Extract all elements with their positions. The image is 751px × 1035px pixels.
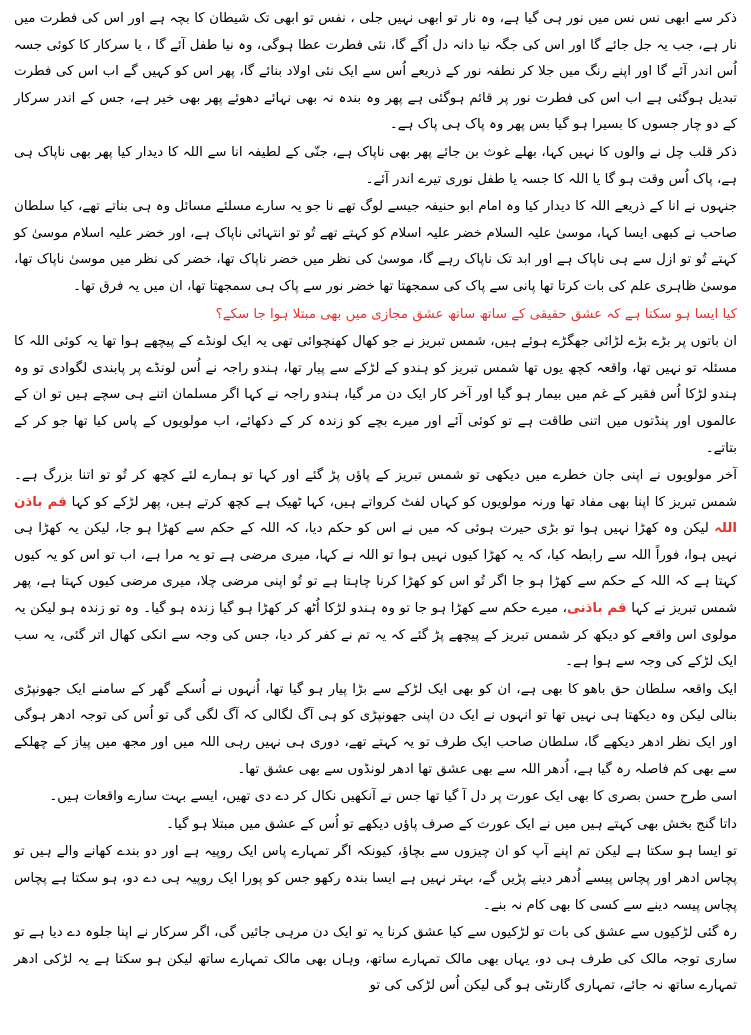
- paragraph: رہ گئی لڑکیوں سے عشق کی بات تو لڑکیوں سے کیا عشق کرنا یہ تو ایک دن مرہی جائیں گی، اگر سرکار نے اپنا جلوہ دے دیا ہے تو ساری توجہ مالک کی طرف ہی دو، یہاں بھی مالک تمہارے ساتھ، وہاں بھی مالک تمہارے ساتھ لیکن ہو سکتا ہے یہ لڑکی ادھر تمہارے ساتھ نہ جائے، تمہاری گارنٹی ہو گی لیکن اُس لڑکی کی تو: [14, 925, 737, 994]
- paragraph-text: آخر مولویوں نے اپنی جان خطرے میں دیکھی تو شمس تبریز کے پاؤں پڑ گئے اور کہا تو ہمارے لئے کچھ کر تُو تو اتنا بزرگ ہے۔ شمس تبریز کا اپنا بھی مفاد تھا ورنہ مولویوں کو کہاں لفٹ کرواتے ہیں، کہا ٹھیک ہے کچھ کرتے ہیں، پھر لڑکے کو کہا: [14, 468, 737, 510]
- paragraph: جنہوں نے انا کے ذریعے اللہ کا دیدار کیا وہ امام ابو حنیفہ جیسے لوگ تھے نا جو یہ سارے مسلئے مسائل وہ ہی بناتے تھے، کیا سلطان صاحب نے کبھی ایسا کہا، موسیٰ علیہ السلام خضر علیہ اسلام کو کہتے تھے تُو تو انتہائی ناپاک ہے، اور خضر علیہ اسلام موسیٰ کو کہتے تُو تو ازل سے ہی ناپاک ہے اور ابد تک ناپاک رہے گا، موسیٰ کی نظر میں خضر ناپاک تھا، خضر کی نظر میں موسیٰ ناپاک تھا، موسیٰ ظاہری علم کی بات کرتا تھا پانی سے پاک کی سمجھتا تھا خضر نور سے پاک ہی سمجھتا تھا، ان میں یہ فرق تھا۔: [14, 199, 737, 294]
- paragraph-text: لیکن وہ کھڑا نہیں ہوا تو بڑی حیرت ہوئی کہ میں نے اس کو حکم دیا، کہ اللہ کے حکم سے کھڑا ہو جا، لیکن یہ کھڑا ہی نہیں ہوا، فوراً اللہ سے رابطہ کیا، کہ یہ کھڑا کیوں نہیں ہوا تو اللہ نے کہا، میری مرضی ہے تو یہ مرا ہے، اب تو اس کو یہ کیوں کہتا ہے کہ اللہ کے حکم سے کھڑا ہو جا اگر تُو اس کو کھڑا کرنا چاہتا ہے تو تُو اپنی مرضی چلا، میری مرضی کیوں کہتا ہے، پھر شمس تبریز نے کہا: [14, 521, 737, 617]
- paragraph-text: ، میرے حکم سے کھڑا ہو جا تو وہ ہندو لڑکا اُٹھ کر کھڑا ہو گیا زندہ ہو گیا۔ وہ تو زندہ ہو لیکن یہ مولوی اس واقعے کو دیکھ کر شمس تبریز کے پیچھے پڑ گئے کہ یہ تم نے کفر کر دیا، جس کی وجہ سے انکی کھال اتر گئی، یہ سب ایک لڑکے کی وجہ سے ہوا ہے۔: [14, 601, 737, 670]
- paragraph: ایک واقعہ سلطان حق باھو کا بھی ہے، ان کو بھی ایک لڑکے سے بڑا پیار ہو گیا تھا، اُنہوں نے اُسکے گھر کے سامنے ایک جھونپڑی بنالی لیکن وہ دیکھتا ہی نہیں تھا تو انہوں نے ایک دن اپنی جھونپڑی کو ہی آگ لگالی کہ آگ لگی گی تو اُس کی توجہ ادھر ہوگی اور ایک نظر ادھر دیکھے گا، سلطان صاحب ایک طرف تو یہ کہتے تھے، دوری ہی نہیں رہی اللہ میں اور مجھ میں پیاز کے چھلکے سے بھی کم فاصلہ رہ گیا ہے، اُدھر اللہ سے بھی عشق تھا ادھر لونڈوں سے بھی عشق تھا۔: [14, 681, 737, 777]
- paragraph: تو ایسا ہو سکتا ہے لیکن تم اپنے آپ کو ان چیزوں سے بچاؤ، کیونکہ اگر تمہارے پاس ایک روپیہ ہے اور دو بندے کھانے والے ہیں تو پچاس ادھر اور پچاس پیسے اُدھر دینے پڑیں گے، بہتر نہیں ہے ایسا بندہ رکھو جس کو پورا ایک روپیہ ہی دے دو، ہو سکتا ہے پچاس پچاس پیسہ دینے سے کسی کا بھی کام نہ بنے۔: [14, 844, 737, 913]
- highlighted-phrase: قم باذنی: [566, 601, 627, 617]
- section-question-heading: کیا ایسا ہو سکتا ہے کہ عشق حقیقی کے ساتھ ساتھ عشق مجازی میں بھی مبتلا ہوا جا سکے؟: [215, 306, 737, 322]
- highlighted-phrase: قم باذن اللہ: [14, 494, 737, 537]
- paragraph: اسی طرح حسن بصری کا بھی ایک عورت پر دل آ گیا تھا جس نے آنکھیں نکال کر دے دی تھیں، ایسے بہت سارے واقعات ہیں۔: [49, 789, 737, 805]
- paragraph: داتا گنج بخش بھی کہتے ہیں میں نے ایک عورت کے صرف پاؤں دیکھے تو اُس کے عشق میں مبتلا ہو گیا۔: [166, 816, 737, 832]
- paragraph: ان باتوں پر بڑے بڑے لڑائی جھگڑے ہوئے ہیں، شمس تبریز نے جو کھال کھنچوائی تھی یہ ایک لونڈے کے پیچھے ہوا تھا یہ کوئی اللہ کا مسئلہ تو نہیں تھا، واقعہ کچھ یوں تھا شمس تبریز کو ہندو کے لڑکے سے پیار تھا، ہندو راجہ نے اُس لونڈے پر پابندی لگوادی تو وہ ہندو لڑکا اُس فقیر کے غم میں بیمار ہو گیا اور آخر کار ایک دن مر گیا، ہندو راجہ نے کہا اگر مسلمان اتنے ہی سچے ہیں تو ان کے عالموں اور پنڈتوں میں اتنی طاقت ہے تو کوئی آئے اور میرے بچے کو زندہ کر کے دکھائے، اب مولویوں کے پاس کیا تھا جو کر کے بتاتے۔: [14, 334, 737, 456]
- paragraph-with-highlights: [14, 463, 737, 676]
- paragraph: ذکر قلب چل نے والوں کا نہیں کہا، بھلے غوث بن جائے پھر بھی ناپاک ہے، جنّی کے لطیفہ انا سے اللہ کا دیدار کیا پھر بھی ناپاک ہی ہے، پاک اُس وقت ہو گا یا اللہ کا جسہ یا طفل نوری تیرے اندر آئے۔: [14, 144, 737, 187]
- paragraph: ذکر سے ابھی نس نس میں نور ہی گیا ہے، وہ نار تو ابھی نہیں جلی ، نفس تو ابھی تک شیطان کا بچہ ہے اور اس کی فطرت میں نار ہے، جب یہ جل جائے گا اور اس کی جگہ نیا دانہ دل اُگے گا، نئی فطرت عطا ہوگی، وہ نیا طفل آئے گا ، یا سرکار کا کوئی جسہ اُس اندر آئے گا اور اپنے رنگ میں جلا کر نطفہ نور کے ذریعے اُس سے ایک نئی اولاد بنائے گا، پھر اس کو کہیں گے اب اس کی فطرت تبدیل ہوگئی ہے اب اس کی فطرت نور پر قائم ہوگئی ہے پھر وہ بندہ نہ بھی نہائے دھوئے پھر بھی خیر ہے، جس کے اندر سرکار کے دو چار جسوں کا بسیرا ہو گیا بس پھر وہ پاک ہی پاک ہے۔: [14, 11, 737, 133]
